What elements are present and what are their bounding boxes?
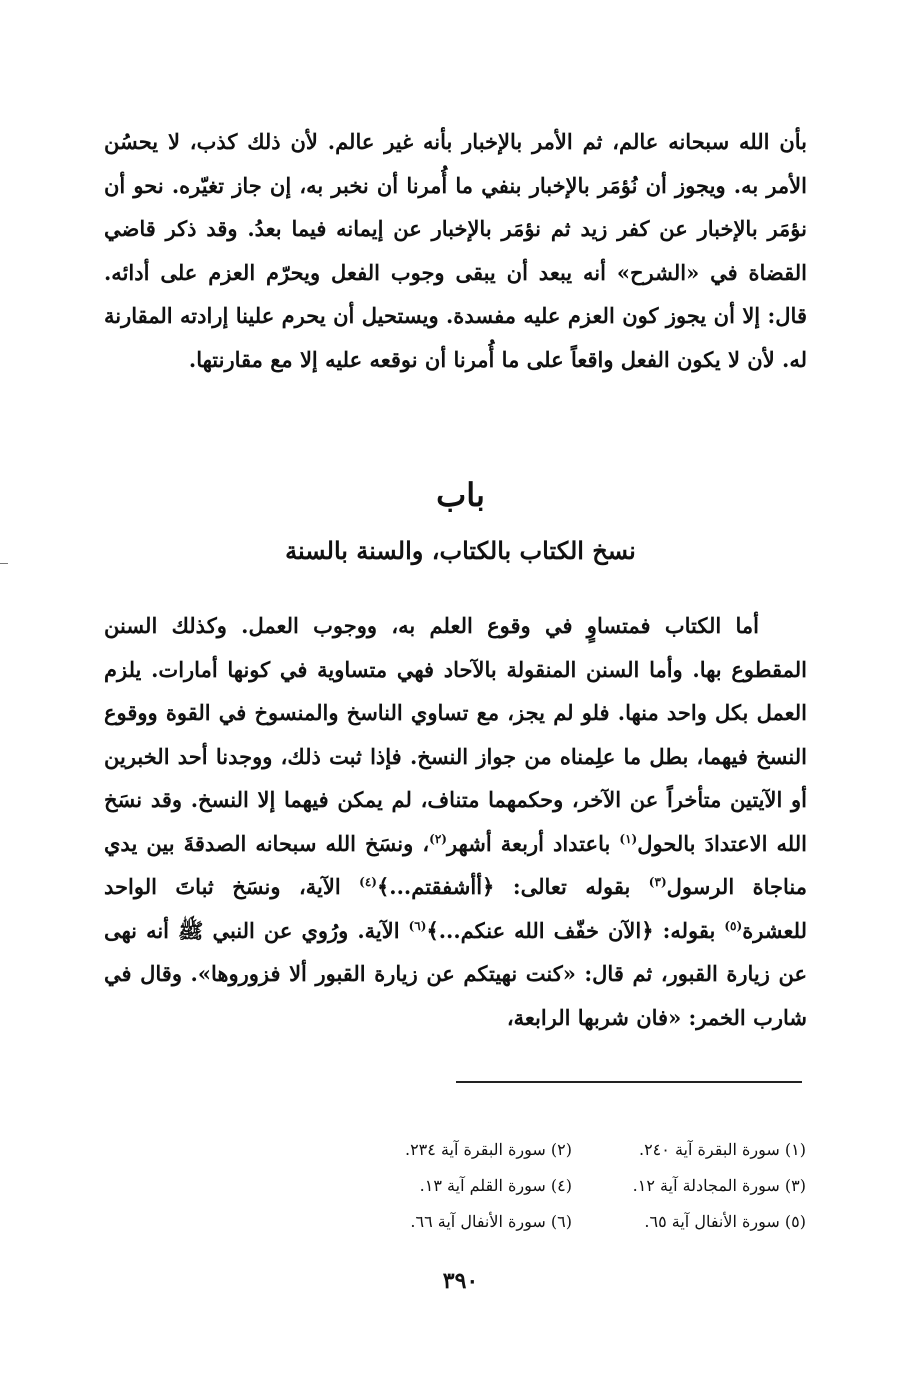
footnote-ref-5: (٥) (724, 918, 743, 933)
chapter-subtitle: نسخ الكتاب بالكتاب، والسنة بالسنة (285, 536, 636, 565)
footnote-ref-2: (٢) (429, 831, 447, 846)
footnotes (320, 1134, 806, 1238)
paragraph-main (104, 604, 807, 1039)
paragraph-main-part7: الآية. ورُوي عن النبي ﷺ أنه نهى عن زيارة القبور، ثم قال: «كنت نهيتكم عن زيارة القبور ألا فزوروها». وقال في شارب الخمر: «فان شربها الرابعة، (104, 917, 807, 1030)
paragraph-main-part6: بقوله: ﴿الآن خفّف الله عنكم...﴾ (426, 917, 725, 943)
footnote-ref-3: (٣) (648, 875, 667, 889)
footnote-6: (٦) سورة الأنفال آية ٦٦. (410, 1212, 572, 1231)
footnote-5: (٥) سورة الأنفال آية ٦٥. (644, 1212, 806, 1231)
paragraph-main-part2: باعتداد أربعة أشهر (446, 830, 620, 856)
paragraph-main-part1: أما الكتاب فمتساوٍ في وقوع العلم به، ووجوب العمل. وكذلك السنن المقطوع بها. وأما السنن المنقولة بالآحاد فهي متساوية في كونها أمارات. يلزم العمل بكل واحد منها. فلو لم يجز، مع تساوي الناسخ والمنسوخ في القوة ووقوع النسخ فيهما، بطل ما علِمناه من جواز النسخ. فإذا ثبت ذلك، ووجدنا أحد الخبرين أو الآيتين متأخراً عن الآخر، وحكمهما متناف، لم يمكن فيهما إلا النسخ. وقد نسَخ الله الاعتدادَ بالحول (104, 613, 807, 856)
footnote-ref-4: (٤) (359, 875, 377, 889)
footnote-ref-6: (٦) (408, 918, 427, 933)
margin-mark (0, 563, 8, 564)
paragraph-main-part3: ، ونسَخ الله سبحانه الصدقةَ بين يدي مناجاة الرسول (104, 830, 807, 899)
footnote-ref-1: (١) (619, 831, 638, 846)
footnote-separator (456, 1081, 802, 1083)
page-number: ٣٩٠ (442, 1268, 479, 1294)
footnote-2: (٢) سورة البقرة آية ٢٣٤. (404, 1140, 572, 1159)
paragraph-top: بأن الله سبحانه عالم، ثم الأمر بالإخبار بأنه غير عالم. لأن ذلك كذب، لا يحسُن الأمر به. ويجوز أن نُؤمَر بالإخبار بنفي ما أُمرنا أن نخبر به، إن جاز تغيّره. نحو أن نؤمَر بالإخبار عن كفر زيد ثم نؤمَر بالإخبار عن إيمانه فيما بعدُ. وقد ذكر قاضي القضاة في «الشرح» أنه يبعد أن يبقى وجوب الفعل ويحرّم العزم على أدائه. قال: إلا أن يجوز كون العزم عليه مفسدة. ويستحيل أن يحرم علينا إرادته المقارنة له. لأن لا يكون الفعل واقعاً على ما أُمرنا أن نوقعه عليه إلا مع مقارنتها. (104, 129, 807, 372)
chapter-title: باب (436, 476, 485, 514)
footnote-3: (٣) سورة المجادلة آية ١٢. (632, 1176, 806, 1195)
footnote-4: (٤) سورة القلم آية ١٣. (419, 1176, 572, 1195)
paragraph-main-part4: بقوله تعالى: ﴿أأشفقتم...﴾ (376, 874, 649, 899)
paragraph-main-part5: الآية، ونسَخ ثباتَ الواحد للعشرة (104, 874, 807, 943)
footnote-1: (١) سورة البقرة آية ٢٤٠. (638, 1140, 806, 1159)
